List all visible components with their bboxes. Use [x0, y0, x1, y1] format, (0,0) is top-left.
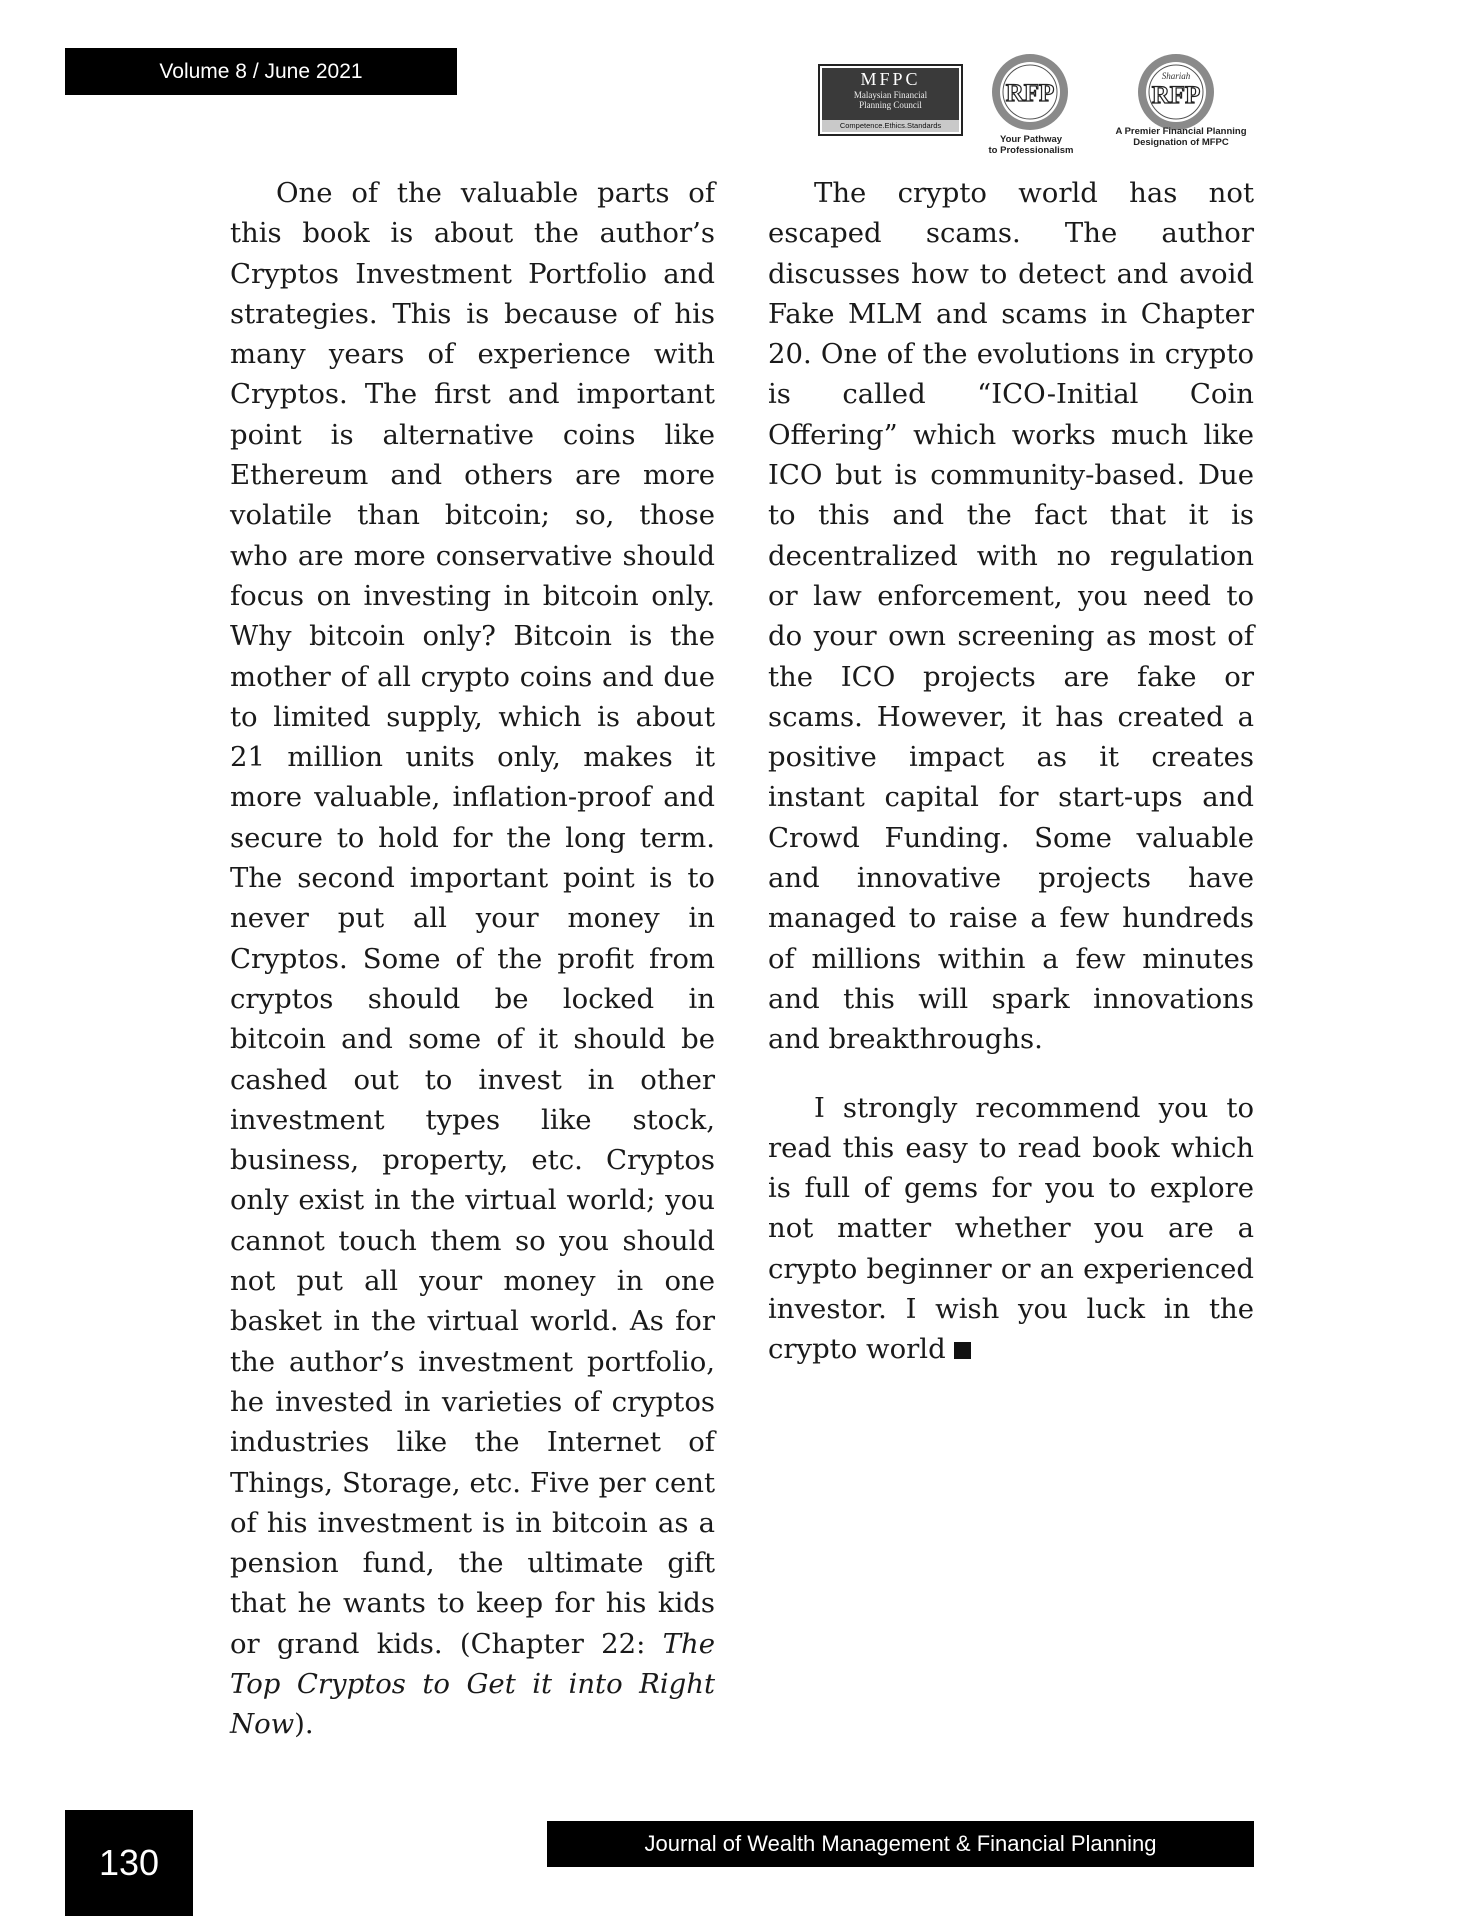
- left-paragraph-1-end: ).: [294, 1708, 314, 1741]
- mfpc-logo-line2: Planning Council: [859, 100, 922, 110]
- rfp-shariah-caption-line1: A Premier Financial Planning: [1115, 126, 1247, 137]
- rfp-seal-mark: RFP: [1005, 80, 1055, 107]
- left-paragraph-1-text: One of the valuable parts of this book is about the author’s Cryptos Investment Portfolio and strategies. This is because of his many years of experience with Cryptos. The first and important point is alternative coins like Ethereum and others are more volatile than bitcoin; so, those who are more conservative should focus on investing in bitcoin only. Why bitcoin only? Bitcoin is the mother of all crypto coins and due to limited supply, which is about 21 million units only, makes it more valuable, inflation-proof and secure to hold for the long term. The second important point is to never put all your money in Cryptos. Some of the profit from cryptos should be locked in bitcoin and some of it should be cashed out to invest in other investment types like stock, business, property, etc. Cryptos only exist in the virtual world; you cannot touch them so you should not put all your money in one basket in the virtual world. As for the author’s investment portfolio, he invested in varieties of cryptos industries like the Internet of Things, Storage, etc. Five per cent of his investment is in bitcoin as a pension fund, the ultimate gift that he wants to keep for his kids or grand kids. (Chapter 22:: [230, 177, 715, 1660]
- logo-group: [818, 52, 1260, 160]
- page-number: 130: [98, 1842, 160, 1883]
- right-paragraph-2: [768, 1088, 1254, 1370]
- chapter-title-italic: The Top Cryptos to Get it into Right Now: [230, 1627, 715, 1741]
- mfpc-logo-title: MFPC: [860, 69, 921, 89]
- rfp-caption-line1: Your Pathway: [999, 134, 1063, 145]
- mfpc-logo-tagline: Competence.Ethics.Standards: [822, 120, 959, 132]
- right-paragraph-2-text: I strongly recommend you to read this easy to read book which is full of gems for you to explore not matter whether you are a crypto beginner or an experienced investor. I wish you luck in the crypto world: [768, 1091, 1254, 1366]
- right-paragraph-1: The crypto world has not escaped scams. The author discusses how to detect and avoid Fake MLM and scams in Chapter 20. One of the evolutions in crypto is called “ICO-Initial Coin Offering” which works much like ICO but is community-based. Due to this and the fact that it is decentralized with no regulation or law enforcement, you need to do your own screening as most of the ICO projects are fake or scams. However, it has created a positive impact as it creates instant capital for start-ups and Crowd Funding. Some valuable and innovative projects have managed to raise a few hundreds of millions within a few minutes and this will spark innovations and breakthroughs.: [768, 177, 1254, 1056]
- rfp-seal-logo: [990, 52, 1070, 132]
- left-column: [230, 173, 715, 1745]
- right-column: [768, 173, 1254, 1370]
- rfp-shariah-seal-logo: [1136, 52, 1216, 132]
- volume-banner: [65, 48, 457, 95]
- end-mark-icon: [954, 1342, 971, 1359]
- rfp-caption: [982, 134, 1080, 156]
- rfp-shariah-caption: [1102, 126, 1260, 148]
- volume-label: Volume 8 / June 2021: [159, 59, 363, 83]
- journal-title: Journal of Wealth Management & Financial Planning: [644, 1831, 1157, 1856]
- rfp-shariah-mark: RFP: [1151, 82, 1201, 109]
- left-paragraph-1: [230, 173, 715, 1745]
- rfp-caption-line2: to Professionalism: [988, 145, 1074, 156]
- mfpc-logo: [818, 64, 963, 136]
- rfp-shariah-script: Shariah: [1161, 71, 1191, 81]
- journal-banner: [547, 1821, 1254, 1867]
- mfpc-logo-line1: Malaysian Financial: [853, 90, 928, 100]
- rfp-shariah-caption-line2: Designation of MFPC: [1133, 137, 1229, 148]
- page-number-box: [65, 1810, 193, 1916]
